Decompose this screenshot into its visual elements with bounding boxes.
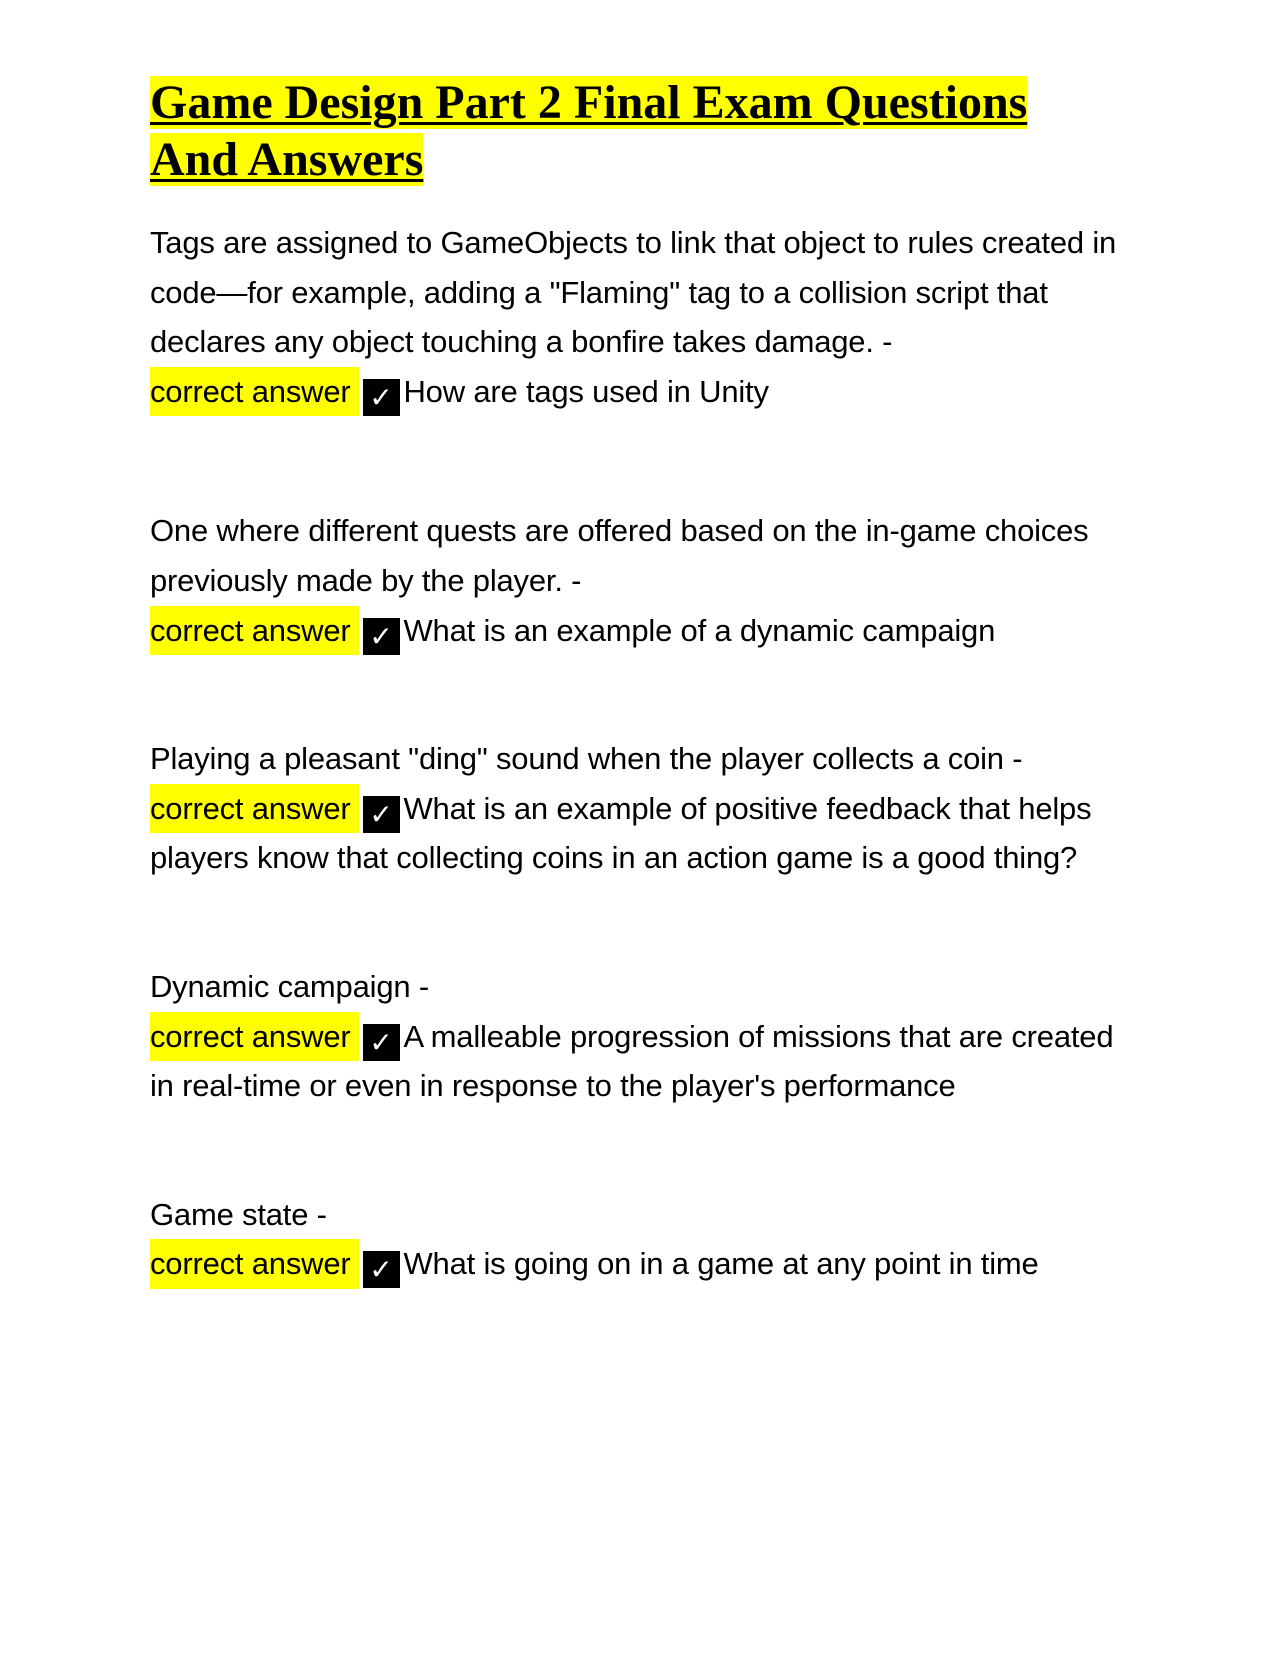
question-line bbox=[150, 1012, 1130, 1111]
checkmark-icon: ✓ bbox=[363, 1024, 400, 1061]
correct-answer-label: correct answer bbox=[150, 784, 359, 834]
question-text: What is an example of a dynamic campaign bbox=[403, 612, 996, 648]
question-text: What is going on in a game at any point in time bbox=[403, 1246, 1039, 1282]
answer-text: Tags are assigned to GameObjects to link that object to rules created in code—for example, adding a "Flaming" tag to a collision script that declares any object touching a bonfire takes damage. - bbox=[150, 225, 1117, 360]
question-text: How are tags used in Unity bbox=[403, 373, 769, 409]
correct-answer-label: correct answer bbox=[150, 367, 359, 417]
title-line-2: And Answers bbox=[150, 133, 424, 186]
correct-answer-label: correct answer bbox=[150, 606, 359, 656]
checkmark-icon: ✓ bbox=[363, 379, 400, 416]
correct-answer-label: correct answer bbox=[150, 1012, 359, 1062]
qa-entry-2 bbox=[150, 506, 1130, 655]
document-page bbox=[150, 74, 1130, 1289]
checkmark-icon: ✓ bbox=[363, 1251, 400, 1288]
answer-text: One where different quests are offered based on the in-game choices previously made by the player. - bbox=[150, 513, 1089, 598]
answer-text: Game state - bbox=[150, 1196, 327, 1232]
qa-entry-3 bbox=[150, 734, 1130, 883]
page-title bbox=[150, 74, 1130, 188]
checkmark-icon: ✓ bbox=[363, 796, 400, 833]
answer-text: Playing a pleasant "ding" sound when the player collects a coin - bbox=[150, 741, 1023, 777]
qa-entry-4 bbox=[150, 962, 1130, 1111]
question-text: What is an example of positive feedback that helps players know that collecting coins in an action game is a good thing? bbox=[150, 790, 1092, 876]
checkmark-icon: ✓ bbox=[363, 618, 400, 655]
question-text: A malleable progression of missions that are created in real-time or even in response to the player's performance bbox=[150, 1018, 1114, 1104]
question-line bbox=[150, 606, 1130, 656]
correct-answer-label: correct answer bbox=[150, 1239, 359, 1289]
qa-entry-5 bbox=[150, 1190, 1130, 1289]
question-line bbox=[150, 1239, 1130, 1289]
question-line bbox=[150, 784, 1130, 883]
question-line bbox=[150, 367, 1130, 417]
answer-text: Dynamic campaign - bbox=[150, 968, 429, 1004]
title-line-1: Game Design Part 2 Final Exam Questions bbox=[150, 76, 1028, 129]
qa-entry-1 bbox=[150, 218, 1130, 416]
